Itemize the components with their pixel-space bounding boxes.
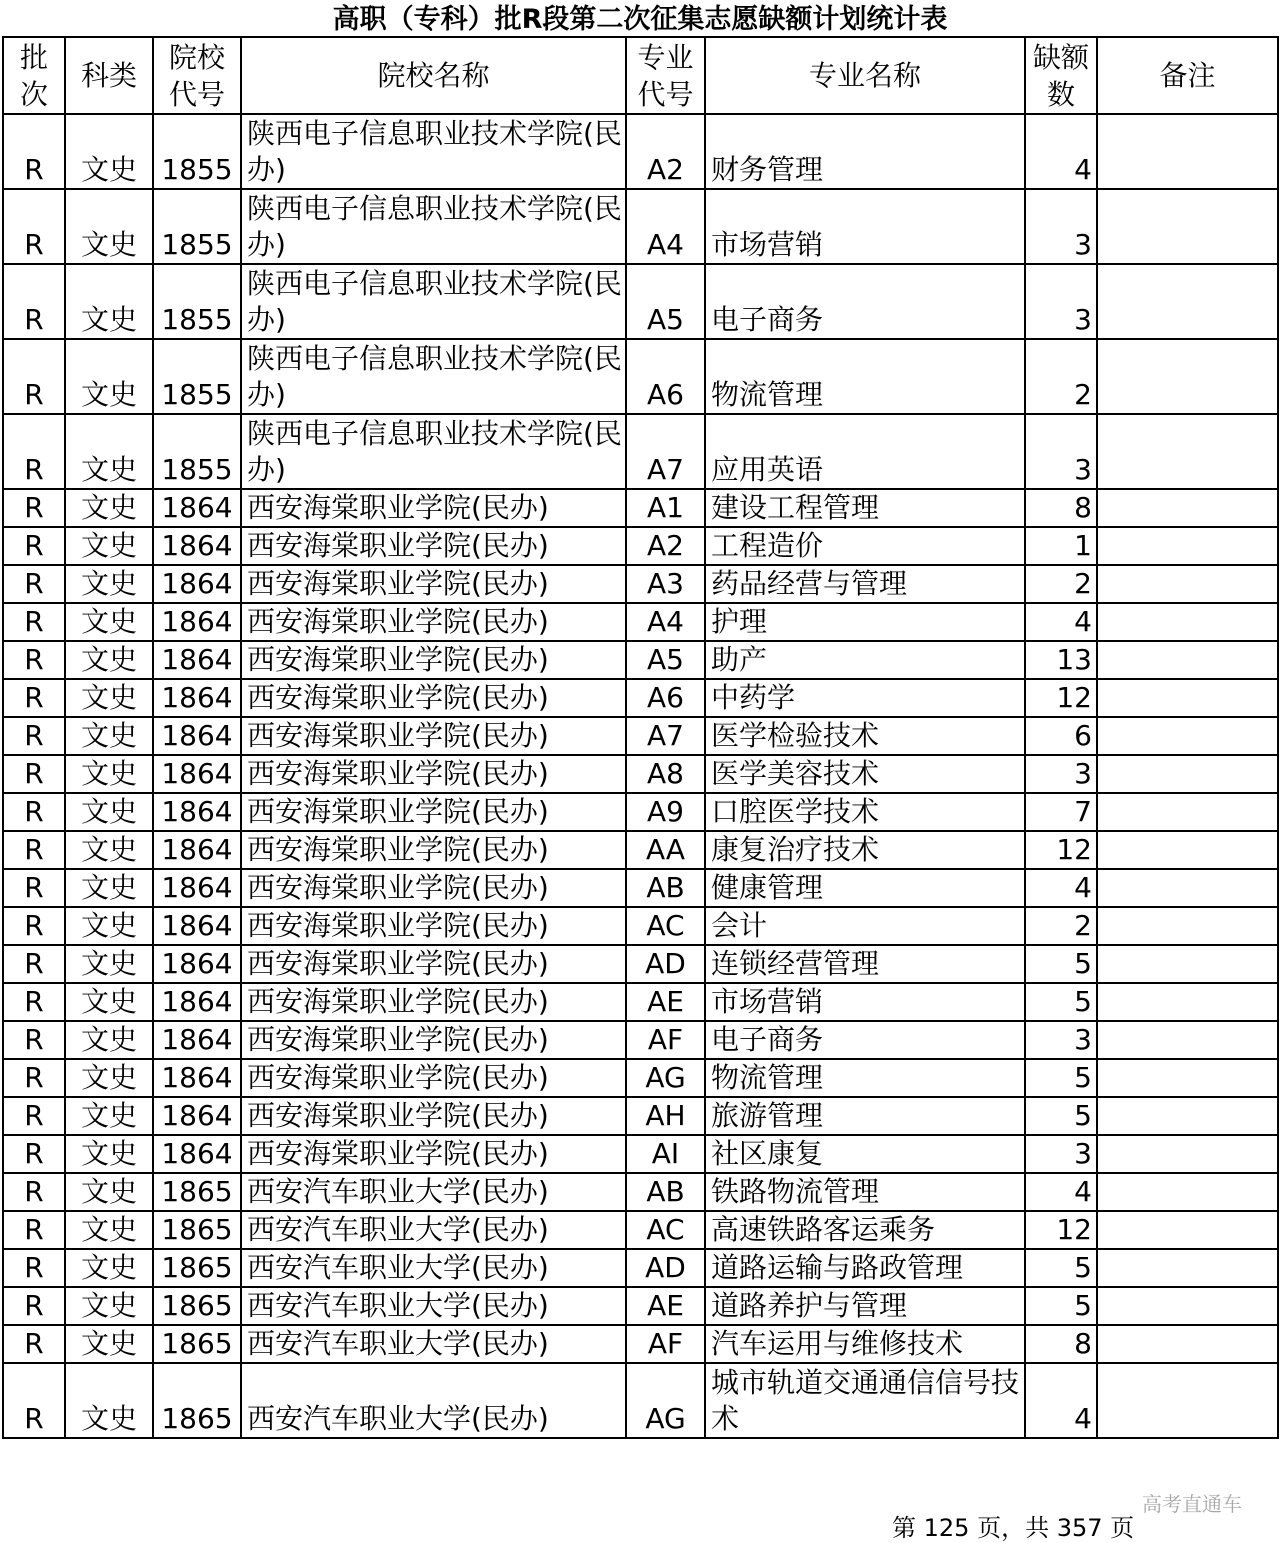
cell-school-code: 1855 (153, 114, 241, 189)
cell-batch: R (3, 1325, 65, 1363)
cell-school-name: 西安海棠职业学院(民办) (241, 717, 626, 755)
cell-shortage: 3 (1025, 189, 1097, 264)
cell-shortage: 12 (1025, 1211, 1097, 1249)
cell-note (1097, 114, 1278, 189)
cell-batch: R (3, 339, 65, 414)
cell-subject: 文史 (65, 869, 153, 907)
cell-note (1097, 1287, 1278, 1325)
cell-batch: R (3, 1249, 65, 1287)
cell-major-code: AF (626, 1325, 705, 1363)
cell-major-name: 铁路物流管理 (705, 1173, 1025, 1211)
cell-major-code: AE (626, 1287, 705, 1325)
cell-school-name: 陕西电子信息职业技术学院(民办) (241, 414, 626, 489)
table-row (3, 755, 1278, 793)
table-row (3, 339, 1278, 414)
cell-shortage: 5 (1025, 945, 1097, 983)
cell-school-code: 1855 (153, 264, 241, 339)
table-row (3, 1325, 1278, 1363)
cell-shortage: 3 (1025, 755, 1097, 793)
cell-shortage: 5 (1025, 1249, 1097, 1287)
cell-batch: R (3, 603, 65, 641)
cell-school-name: 西安海棠职业学院(民办) (241, 527, 626, 565)
cell-school-code: 1865 (153, 1211, 241, 1249)
cell-major-code: A6 (626, 679, 705, 717)
cell-note (1097, 641, 1278, 679)
cell-school-code: 1855 (153, 414, 241, 489)
table-row (3, 793, 1278, 831)
cell-school-name: 西安汽车职业大学(民办) (241, 1287, 626, 1325)
cell-major-name: 道路养护与管理 (705, 1287, 1025, 1325)
cell-note (1097, 489, 1278, 527)
cell-school-code: 1864 (153, 983, 241, 1021)
cell-school-name: 陕西电子信息职业技术学院(民办) (241, 114, 626, 189)
cell-school-code: 1864 (153, 945, 241, 983)
cell-batch: R (3, 414, 65, 489)
cell-major-name: 连锁经营管理 (705, 945, 1025, 983)
cell-major-name: 社区康复 (705, 1135, 1025, 1173)
cell-note (1097, 983, 1278, 1021)
cell-school-name: 西安海棠职业学院(民办) (241, 489, 626, 527)
cell-school-name: 西安海棠职业学院(民办) (241, 793, 626, 831)
header-shortage: 缺额数 (1025, 37, 1097, 114)
cell-major-name: 物流管理 (705, 339, 1025, 414)
cell-major-code: A6 (626, 339, 705, 414)
cell-school-code: 1864 (153, 1021, 241, 1059)
header-subject: 科类 (65, 37, 153, 114)
cell-batch: R (3, 565, 65, 603)
cell-major-name: 旅游管理 (705, 1097, 1025, 1135)
cell-major-code: A5 (626, 264, 705, 339)
cell-major-code: A7 (626, 414, 705, 489)
cell-batch: R (3, 945, 65, 983)
cell-shortage: 4 (1025, 1173, 1097, 1211)
cell-note (1097, 1059, 1278, 1097)
cell-school-name: 西安海棠职业学院(民办) (241, 1135, 626, 1173)
table-row (3, 1211, 1278, 1249)
cell-note (1097, 1135, 1278, 1173)
cell-school-code: 1864 (153, 869, 241, 907)
cell-school-name: 西安海棠职业学院(民办) (241, 679, 626, 717)
table-row (3, 1173, 1278, 1211)
table-row (3, 679, 1278, 717)
cell-batch: R (3, 717, 65, 755)
cell-school-code: 1865 (153, 1325, 241, 1363)
cell-major-code: A5 (626, 641, 705, 679)
cell-major-code: A1 (626, 489, 705, 527)
cell-school-name: 西安汽车职业大学(民办) (241, 1325, 626, 1363)
cell-school-name: 西安海棠职业学院(民办) (241, 603, 626, 641)
cell-school-name: 西安海棠职业学院(民办) (241, 869, 626, 907)
cell-note (1097, 717, 1278, 755)
cell-subject: 文史 (65, 793, 153, 831)
cell-school-name: 西安海棠职业学院(民办) (241, 945, 626, 983)
cell-school-name: 西安汽车职业大学(民办) (241, 1363, 626, 1438)
table-row (3, 565, 1278, 603)
cell-school-code: 1864 (153, 717, 241, 755)
cell-shortage: 2 (1025, 565, 1097, 603)
cell-school-code: 1864 (153, 603, 241, 641)
cell-shortage: 13 (1025, 641, 1097, 679)
shortage-plan-table (2, 36, 1279, 1439)
cell-batch: R (3, 489, 65, 527)
cell-major-name: 城市轨道交通通信信号技术 (705, 1363, 1025, 1438)
cell-batch: R (3, 1173, 65, 1211)
cell-batch: R (3, 641, 65, 679)
cell-subject: 文史 (65, 264, 153, 339)
cell-school-name: 西安海棠职业学院(民办) (241, 641, 626, 679)
cell-shortage: 6 (1025, 717, 1097, 755)
cell-batch: R (3, 527, 65, 565)
cell-note (1097, 869, 1278, 907)
cell-shortage: 4 (1025, 114, 1097, 189)
cell-school-code: 1864 (153, 489, 241, 527)
cell-major-code: A4 (626, 603, 705, 641)
cell-major-name: 应用英语 (705, 414, 1025, 489)
cell-batch: R (3, 869, 65, 907)
watermark: 高考直通车 (1142, 1492, 1242, 1516)
cell-major-name: 康复治疗技术 (705, 831, 1025, 869)
cell-school-name: 西安海棠职业学院(民办) (241, 1021, 626, 1059)
cell-batch: R (3, 679, 65, 717)
cell-school-name: 西安海棠职业学院(民办) (241, 983, 626, 1021)
cell-shortage: 3 (1025, 1135, 1097, 1173)
cell-note (1097, 603, 1278, 641)
cell-major-code: AG (626, 1059, 705, 1097)
cell-subject: 文史 (65, 1097, 153, 1135)
cell-subject: 文史 (65, 1021, 153, 1059)
cell-subject: 文史 (65, 565, 153, 603)
cell-note (1097, 1097, 1278, 1135)
cell-batch: R (3, 114, 65, 189)
table-row (3, 1059, 1278, 1097)
cell-school-code: 1864 (153, 1097, 241, 1135)
cell-subject: 文史 (65, 1363, 153, 1438)
table-row (3, 189, 1278, 264)
cell-school-name: 西安汽车职业大学(民办) (241, 1173, 626, 1211)
table-row (3, 1021, 1278, 1059)
table-row (3, 114, 1278, 189)
cell-subject: 文史 (65, 983, 153, 1021)
header-major-code: 专业代号 (626, 37, 705, 114)
cell-school-name: 西安海棠职业学院(民办) (241, 831, 626, 869)
cell-major-name: 电子商务 (705, 264, 1025, 339)
table-row (3, 603, 1278, 641)
cell-school-code: 1865 (153, 1287, 241, 1325)
cell-shortage: 12 (1025, 679, 1097, 717)
cell-major-name: 药品经营与管理 (705, 565, 1025, 603)
cell-shortage: 3 (1025, 264, 1097, 339)
cell-major-name: 市场营销 (705, 983, 1025, 1021)
cell-note (1097, 565, 1278, 603)
cell-subject: 文史 (65, 755, 153, 793)
cell-note (1097, 264, 1278, 339)
cell-batch: R (3, 1363, 65, 1438)
cell-school-name: 西安海棠职业学院(民办) (241, 1059, 626, 1097)
cell-batch: R (3, 907, 65, 945)
cell-major-name: 高速铁路客运乘务 (705, 1211, 1025, 1249)
cell-batch: R (3, 1021, 65, 1059)
cell-major-code: AE (626, 983, 705, 1021)
cell-batch: R (3, 831, 65, 869)
cell-school-name: 陕西电子信息职业技术学院(民办) (241, 339, 626, 414)
cell-shortage: 5 (1025, 1287, 1097, 1325)
cell-school-code: 1864 (153, 641, 241, 679)
cell-school-code: 1864 (153, 1135, 241, 1173)
table-row (3, 869, 1278, 907)
cell-note (1097, 1325, 1278, 1363)
cell-major-code: AD (626, 1249, 705, 1287)
header-school-name: 院校名称 (241, 37, 626, 114)
cell-shortage: 4 (1025, 1363, 1097, 1438)
table-row (3, 831, 1278, 869)
cell-major-name: 健康管理 (705, 869, 1025, 907)
cell-major-code: A9 (626, 793, 705, 831)
cell-major-name: 财务管理 (705, 114, 1025, 189)
cell-major-name: 物流管理 (705, 1059, 1025, 1097)
cell-note (1097, 414, 1278, 489)
cell-shortage: 12 (1025, 831, 1097, 869)
header-school-code: 院校代号 (153, 37, 241, 114)
cell-shortage: 4 (1025, 869, 1097, 907)
table-row (3, 1249, 1278, 1287)
cell-major-name: 医学美容技术 (705, 755, 1025, 793)
cell-note (1097, 527, 1278, 565)
cell-major-code: AI (626, 1135, 705, 1173)
cell-subject: 文史 (65, 603, 153, 641)
cell-school-code: 1864 (153, 565, 241, 603)
cell-school-name: 陕西电子信息职业技术学院(民办) (241, 189, 626, 264)
cell-batch: R (3, 189, 65, 264)
cell-major-code: AC (626, 1211, 705, 1249)
cell-batch: R (3, 1097, 65, 1135)
table-title: 高职（专科）批R段第二次征集志愿缺额计划统计表 (332, 4, 948, 35)
cell-school-code: 1865 (153, 1363, 241, 1438)
table-row (3, 1363, 1278, 1438)
table-row (3, 717, 1278, 755)
cell-major-code: AC (626, 907, 705, 945)
cell-major-name: 道路运输与路政管理 (705, 1249, 1025, 1287)
table-row (3, 414, 1278, 489)
cell-subject: 文史 (65, 945, 153, 983)
table-row (3, 1097, 1278, 1135)
table-row (3, 489, 1278, 527)
cell-major-code: A7 (626, 717, 705, 755)
cell-school-name: 西安汽车职业大学(民办) (241, 1211, 626, 1249)
cell-note (1097, 1249, 1278, 1287)
cell-school-code: 1864 (153, 1059, 241, 1097)
cell-subject: 文史 (65, 1173, 153, 1211)
cell-subject: 文史 (65, 1325, 153, 1363)
cell-school-code: 1864 (153, 679, 241, 717)
cell-subject: 文史 (65, 489, 153, 527)
cell-shortage: 8 (1025, 1325, 1097, 1363)
cell-school-name: 西安汽车职业大学(民办) (241, 1249, 626, 1287)
cell-shortage: 8 (1025, 489, 1097, 527)
cell-major-name: 工程造价 (705, 527, 1025, 565)
cell-note (1097, 679, 1278, 717)
header-major-name: 专业名称 (705, 37, 1025, 114)
header-note: 备注 (1097, 37, 1278, 114)
cell-shortage: 3 (1025, 414, 1097, 489)
cell-note (1097, 793, 1278, 831)
header-batch: 批次 (3, 37, 65, 114)
table-row (3, 945, 1278, 983)
cell-school-code: 1855 (153, 189, 241, 264)
cell-school-name: 西安海棠职业学院(民办) (241, 1097, 626, 1135)
cell-major-code: AB (626, 869, 705, 907)
page-number: 第 125 页，共 357 页 (892, 1514, 1135, 1542)
table-row (3, 907, 1278, 945)
cell-note (1097, 755, 1278, 793)
table-body (3, 114, 1278, 1438)
cell-major-name: 医学检验技术 (705, 717, 1025, 755)
cell-school-code: 1864 (153, 831, 241, 869)
cell-school-name: 西安海棠职业学院(民办) (241, 565, 626, 603)
cell-subject: 文史 (65, 1211, 153, 1249)
cell-note (1097, 1363, 1278, 1438)
cell-note (1097, 945, 1278, 983)
cell-subject: 文史 (65, 1249, 153, 1287)
cell-shortage: 5 (1025, 1097, 1097, 1135)
cell-batch: R (3, 1211, 65, 1249)
cell-school-code: 1864 (153, 527, 241, 565)
cell-subject: 文史 (65, 831, 153, 869)
cell-major-name: 口腔医学技术 (705, 793, 1025, 831)
cell-school-name: 西安海棠职业学院(民办) (241, 907, 626, 945)
cell-batch: R (3, 1287, 65, 1325)
cell-shortage: 2 (1025, 907, 1097, 945)
header-row (3, 37, 1278, 114)
cell-shortage: 5 (1025, 983, 1097, 1021)
cell-note (1097, 339, 1278, 414)
cell-major-name: 建设工程管理 (705, 489, 1025, 527)
table-row (3, 264, 1278, 339)
cell-shortage: 7 (1025, 793, 1097, 831)
cell-school-code: 1864 (153, 907, 241, 945)
cell-batch: R (3, 1135, 65, 1173)
cell-subject: 文史 (65, 679, 153, 717)
cell-note (1097, 189, 1278, 264)
cell-batch: R (3, 264, 65, 339)
cell-major-name: 汽车运用与维修技术 (705, 1325, 1025, 1363)
cell-shortage: 2 (1025, 339, 1097, 414)
cell-batch: R (3, 983, 65, 1021)
cell-batch: R (3, 793, 65, 831)
cell-shortage: 1 (1025, 527, 1097, 565)
cell-note (1097, 907, 1278, 945)
cell-note (1097, 831, 1278, 869)
cell-subject: 文史 (65, 1287, 153, 1325)
cell-major-name: 市场营销 (705, 189, 1025, 264)
cell-school-name: 陕西电子信息职业技术学院(民办) (241, 264, 626, 339)
cell-subject: 文史 (65, 189, 153, 264)
table-row (3, 527, 1278, 565)
cell-major-code: A8 (626, 755, 705, 793)
cell-subject: 文史 (65, 414, 153, 489)
cell-major-code: AF (626, 1021, 705, 1059)
cell-school-code: 1865 (153, 1249, 241, 1287)
cell-subject: 文史 (65, 641, 153, 679)
cell-batch: R (3, 755, 65, 793)
cell-note (1097, 1211, 1278, 1249)
cell-major-code: A3 (626, 565, 705, 603)
cell-major-code: AB (626, 1173, 705, 1211)
cell-note (1097, 1021, 1278, 1059)
cell-subject: 文史 (65, 339, 153, 414)
cell-major-code: AA (626, 831, 705, 869)
cell-school-code: 1855 (153, 339, 241, 414)
cell-subject: 文史 (65, 1059, 153, 1097)
cell-major-code: AD (626, 945, 705, 983)
cell-note (1097, 1173, 1278, 1211)
cell-subject: 文史 (65, 907, 153, 945)
cell-major-code: AH (626, 1097, 705, 1135)
table-row (3, 1287, 1278, 1325)
cell-major-name: 护理 (705, 603, 1025, 641)
cell-major-name: 中药学 (705, 679, 1025, 717)
cell-major-code: A4 (626, 189, 705, 264)
cell-school-code: 1864 (153, 755, 241, 793)
cell-school-name: 西安海棠职业学院(民办) (241, 755, 626, 793)
cell-subject: 文史 (65, 527, 153, 565)
cell-shortage: 5 (1025, 1059, 1097, 1097)
cell-school-code: 1864 (153, 793, 241, 831)
cell-major-name: 会计 (705, 907, 1025, 945)
cell-major-code: AG (626, 1363, 705, 1438)
table-row (3, 1135, 1278, 1173)
cell-subject: 文史 (65, 717, 153, 755)
cell-subject: 文史 (65, 1135, 153, 1173)
cell-batch: R (3, 1059, 65, 1097)
cell-major-name: 助产 (705, 641, 1025, 679)
table-row (3, 641, 1278, 679)
cell-subject: 文史 (65, 114, 153, 189)
cell-major-name: 电子商务 (705, 1021, 1025, 1059)
cell-shortage: 4 (1025, 603, 1097, 641)
cell-major-code: A2 (626, 114, 705, 189)
cell-shortage: 3 (1025, 1021, 1097, 1059)
cell-major-code: A2 (626, 527, 705, 565)
table-row (3, 983, 1278, 1021)
cell-school-code: 1865 (153, 1173, 241, 1211)
